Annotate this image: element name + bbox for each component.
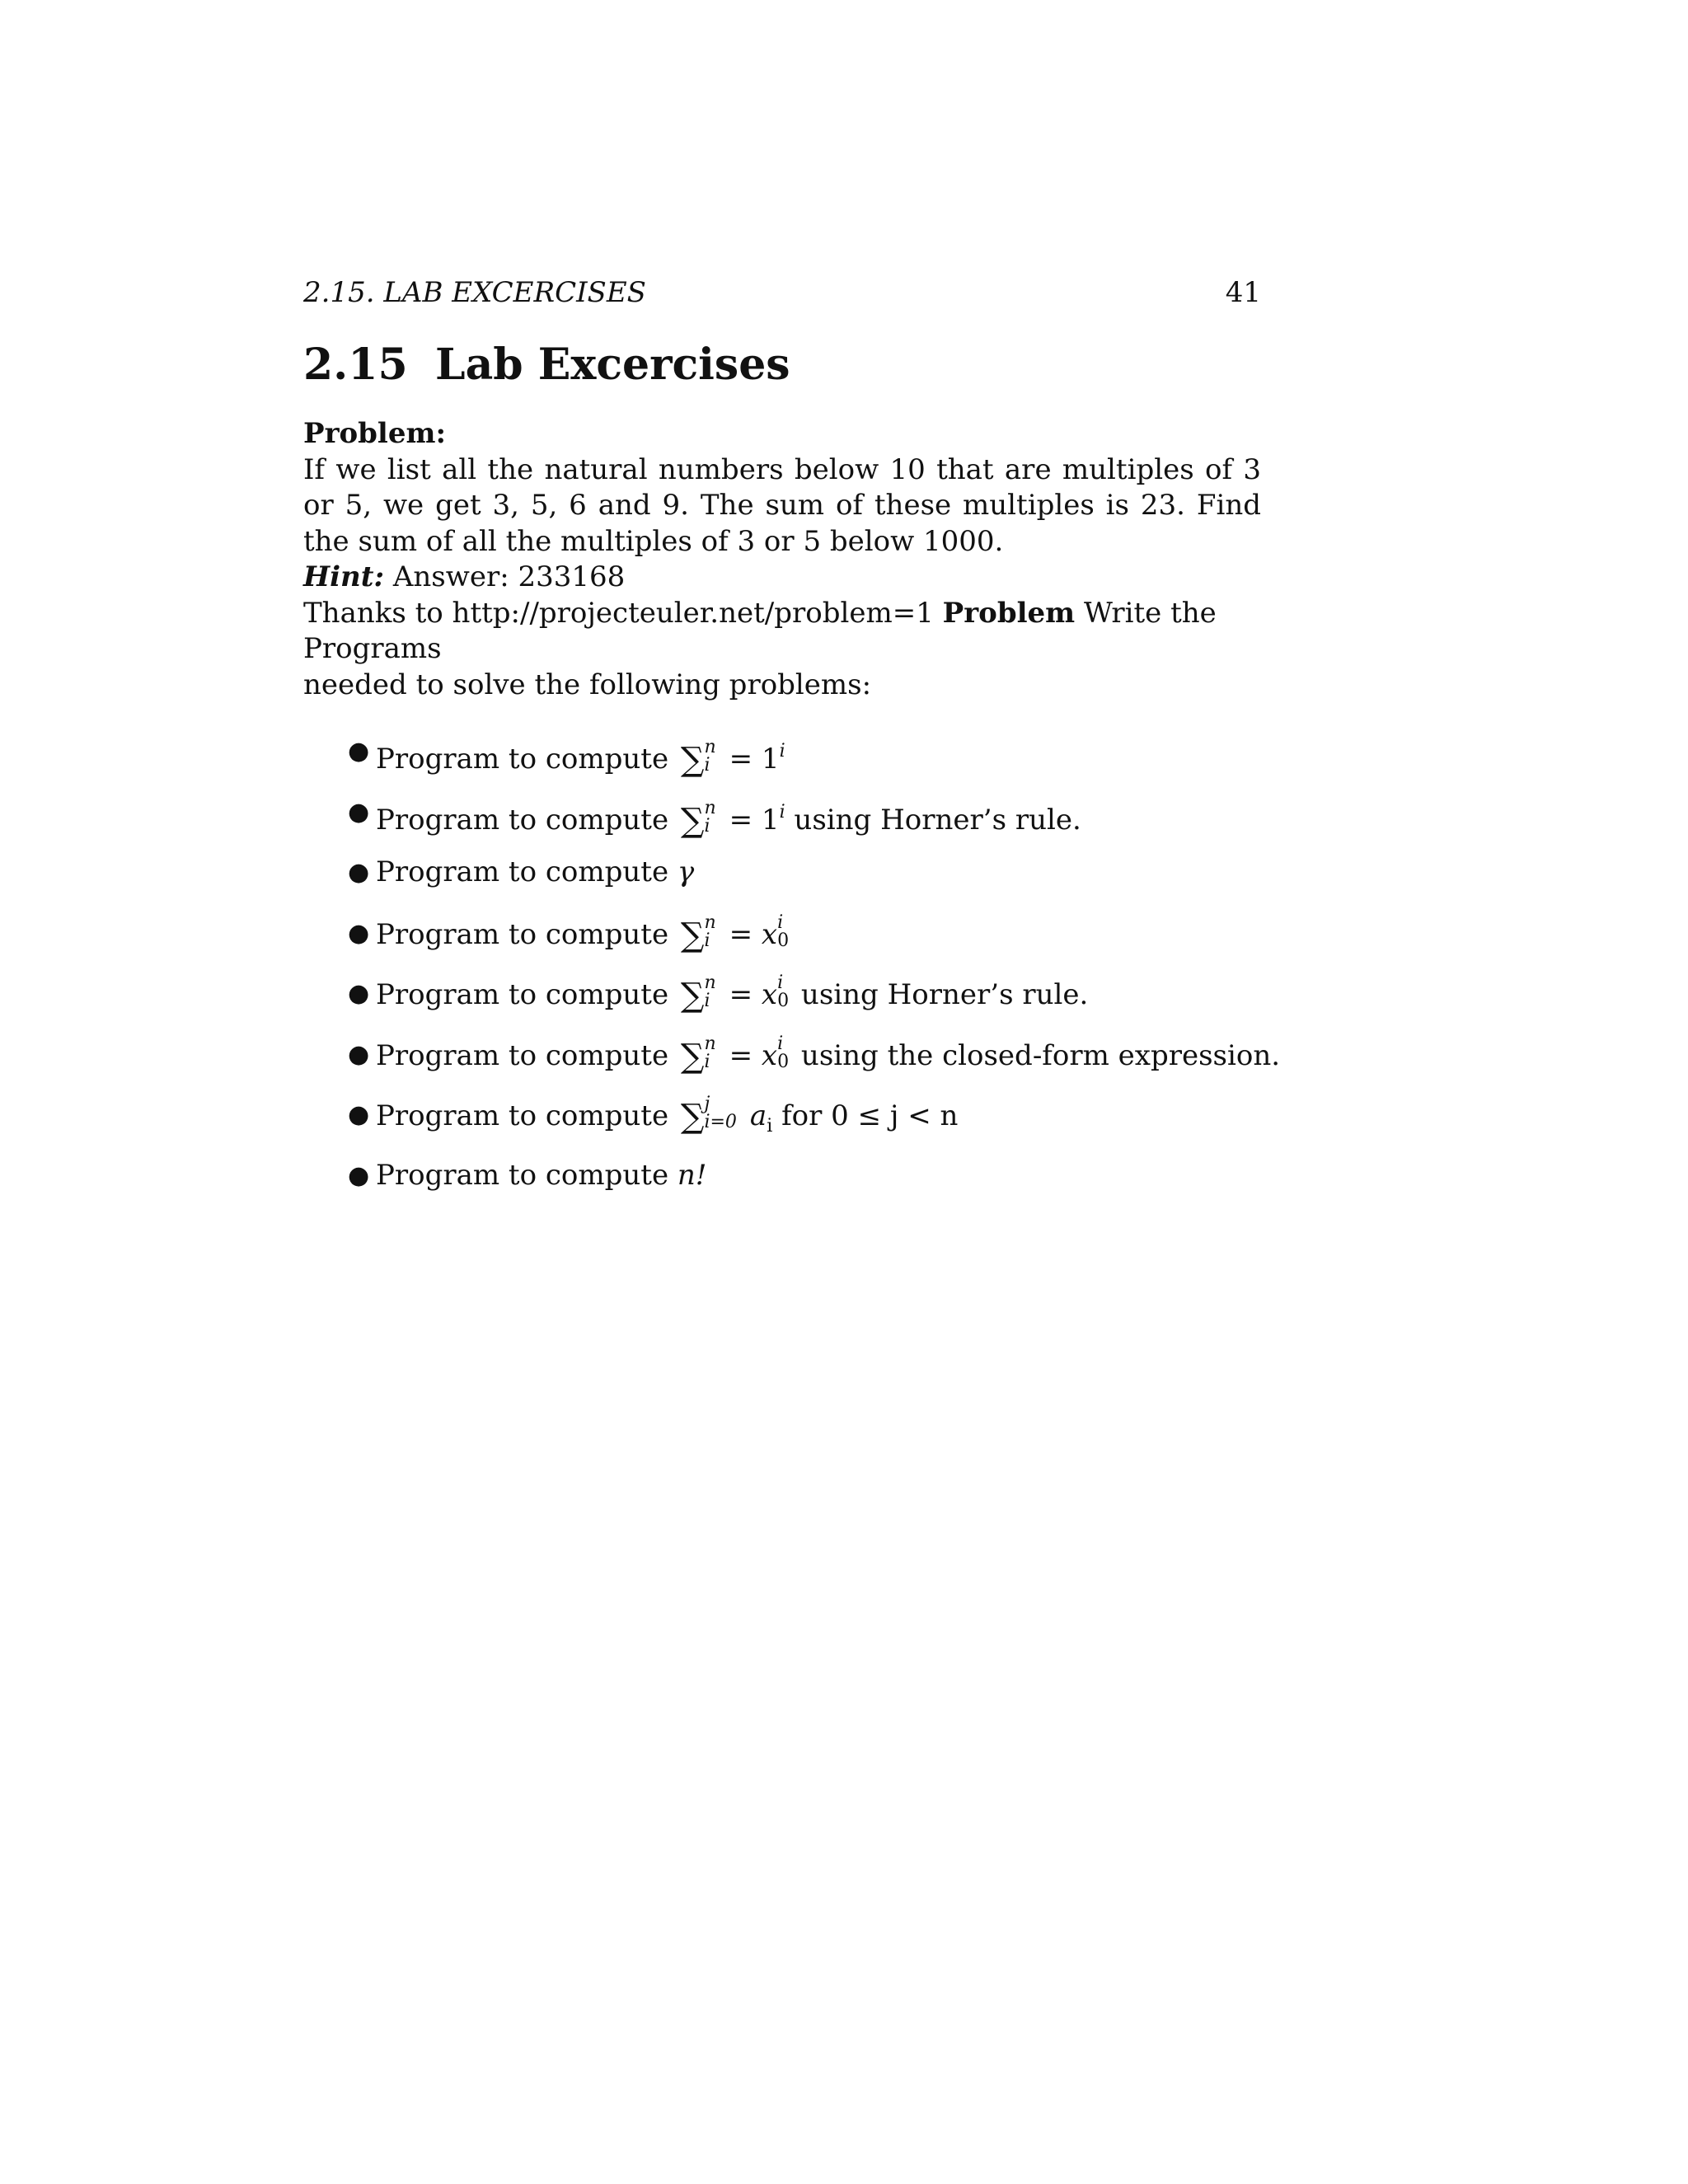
- hint-text: Answer: 233168: [392, 560, 626, 593]
- task-expression-scripts: i 0: [777, 972, 790, 1011]
- bullet: ●: [348, 797, 370, 827]
- section-number: 2.15: [303, 340, 408, 390]
- task-lead: Program to compute: [376, 1038, 669, 1072]
- hint-line: [303, 560, 1261, 596]
- page-number: 41: [1225, 276, 1261, 309]
- task-expression-sup: i: [779, 741, 785, 762]
- thanks-rest: Write the Programs: [303, 596, 1217, 665]
- task-lead: Program to compute: [376, 1099, 669, 1132]
- hint-label: Hint:: [303, 560, 385, 593]
- thanks-prefix: Thanks to http://projecteuler.net/problem=1: [303, 596, 934, 630]
- bullet: ●: [348, 918, 370, 948]
- sum-limits: n i: [704, 737, 716, 776]
- list-item: [303, 1146, 1261, 1207]
- task-expression: = x: [729, 917, 778, 951]
- task-suffix: for 0 ≤ j < n: [781, 1099, 959, 1132]
- task-expression: = x: [729, 978, 778, 1011]
- task-expression-scripts: i 0: [777, 912, 790, 951]
- thanks-line: [303, 596, 1261, 668]
- sum-symbol: ∑: [680, 1037, 705, 1076]
- task-expression-sub: i: [767, 1116, 773, 1137]
- thanks-line-2: needed to solve the following problems:: [303, 668, 872, 701]
- sum-limits: n i: [704, 1033, 716, 1072]
- sum-symbol: ∑: [680, 916, 705, 954]
- running-header: [303, 276, 1261, 312]
- section-title: Lab Excercises: [435, 340, 790, 390]
- sum-symbol: ∑: [680, 1098, 705, 1136]
- task-expression: = 1: [729, 803, 780, 837]
- list-item: [303, 721, 1261, 782]
- task-lead: Program to compute: [376, 917, 669, 951]
- task-expression-scripts: i 0: [777, 1033, 790, 1072]
- document-page: [303, 0, 1281, 2184]
- bullet: ●: [348, 1160, 370, 1190]
- list-item: [303, 1085, 1261, 1146]
- sum-limits: n i: [704, 912, 716, 951]
- list-item: [303, 782, 1261, 843]
- task-suffix: using Horner’s rule.: [794, 803, 1081, 837]
- body-text: [303, 416, 1281, 1206]
- bullet: ●: [348, 979, 370, 1008]
- bullet: ●: [348, 1039, 370, 1069]
- task-symbol: γ: [677, 855, 695, 888]
- sum-symbol: ∑: [680, 977, 705, 1015]
- problem-heading: Problem:: [303, 417, 447, 450]
- task-expression: a: [749, 1099, 767, 1132]
- problem-statement: If we list all the natural numbers below 10 that are multiples of 3 or 5, we get 3, 5, 6 and 9. The sum of these multiples is 23. Find the sum of all the multiples of 3 or 5 below 1000.: [303, 452, 1261, 558]
- task-lead: Program to compute: [376, 803, 669, 837]
- list-item: [303, 903, 1261, 964]
- bullet: ●: [348, 737, 370, 766]
- task-suffix: using the closed-form expression.: [800, 1038, 1281, 1072]
- task-suffix: using Horner’s rule.: [800, 978, 1089, 1011]
- task-lead: Program to compute: [376, 1158, 669, 1192]
- sum-limits: n i: [704, 972, 716, 1011]
- task-expression-sup: i: [779, 801, 785, 823]
- problem-inline-heading: Problem: [942, 596, 1076, 630]
- bullet: ●: [348, 858, 370, 887]
- task-lead: Program to compute: [376, 978, 669, 1011]
- task-list: [303, 721, 1281, 1206]
- list-item: [303, 842, 1261, 903]
- task-symbol: n!: [677, 1158, 707, 1192]
- section-heading: [303, 340, 790, 390]
- list-item: [303, 1024, 1281, 1085]
- sum-limits: n i: [704, 797, 716, 837]
- bullet: ●: [348, 1100, 370, 1129]
- sum-symbol: ∑: [680, 741, 705, 779]
- sum-limits: j i=0: [704, 1094, 737, 1132]
- sum-symbol: ∑: [680, 801, 705, 840]
- running-title: 2.15. LAB EXCERCISES: [303, 276, 646, 309]
- task-expression: = x: [729, 1038, 778, 1072]
- task-expression: = 1: [729, 743, 780, 776]
- task-lead: Program to compute: [376, 855, 669, 888]
- task-lead: Program to compute: [376, 743, 669, 776]
- list-item: [303, 963, 1261, 1024]
